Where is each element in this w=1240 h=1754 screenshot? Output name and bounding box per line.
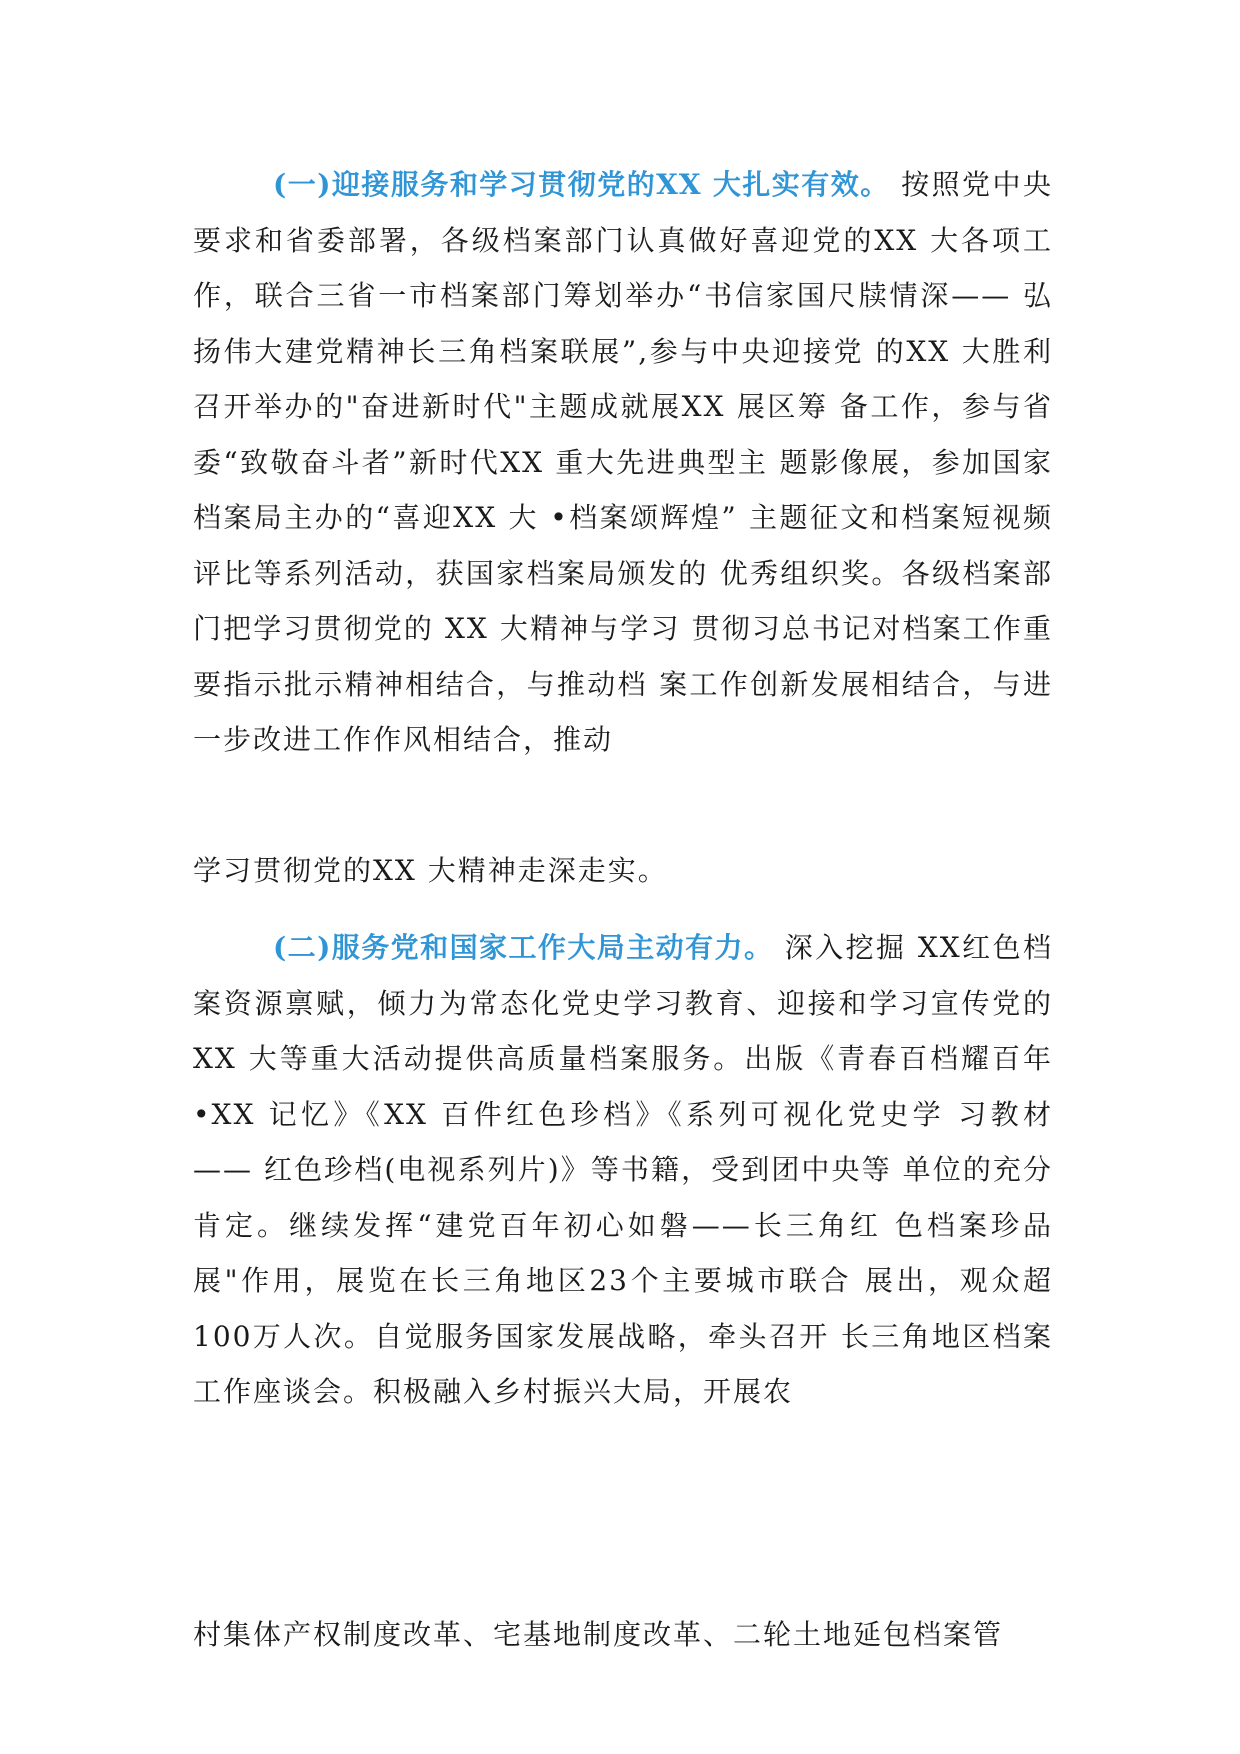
section-1-heading: (一)迎接服务和学习贯彻党的XX 大扎实有效。	[273, 168, 890, 201]
section-2-heading: (二)服务党和国家工作大局主动有力。	[273, 931, 774, 964]
section-1-body: 按照党中央要求和省委部署，各级档案部门认真做好喜迎党的XX 大各项工作，联合三省一市档案部门筹划举办“书信家国尺牍情深—— 弘扬伟大建党精神长三角档案联展”,参与中央迎接党 的XX 大胜利召开举办的"奋进新时代"主题成就展XX 展区筹 备工作，参与省委“致敬奋斗者”新时代XX 重大先进典型主 题影像展，参加国家档案局主办的“喜迎XX 大 •档案颂辉煌” 主题征文和档案短视频评比等系列活动，获国家档案局颁发的 优秀组织奖。各级档案部门把学习贯彻党的 XX 大精神与学习 贯彻习总书记对档案工作重要指示批示精神相结合，与推动档 案工作创新发展相结合，与进一步改进工作作风相结合，推动	[193, 168, 1054, 756]
section-1-paragraph	[193, 157, 1053, 768]
section-2-body: 深入挖掘 XX红色档案资源禀赋，倾力为常态化党史学习教育、迎接和学习宣传党的XX 大等重大活动提供高质量档案服务。出版《青春百档耀百年 •XX 记忆》《XX 百件红色珍档》《系列可视化党史学 习教材—— 红色珍档(电视系列片)》等书籍，受到团中央等 单位的充分肯定。继续发挥“建党百年初心如磐——长三角红 色档案珍品展"作用，展览在长三角地区23个主要城市联合 展出，观众超100万人次。自觉服务国家发展战略，牵头召开 长三角地区档案工作座谈会。积极融入乡村振兴大局，开展农	[193, 931, 1054, 1408]
section-2-continuation: 村集体产权制度改革、宅基地制度改革、二轮土地延包档案管	[193, 1618, 1004, 1651]
section-1-continuation: 学习贯彻党的XX 大精神走深走实。	[193, 854, 668, 887]
section-2-paragraph	[193, 920, 1053, 1420]
